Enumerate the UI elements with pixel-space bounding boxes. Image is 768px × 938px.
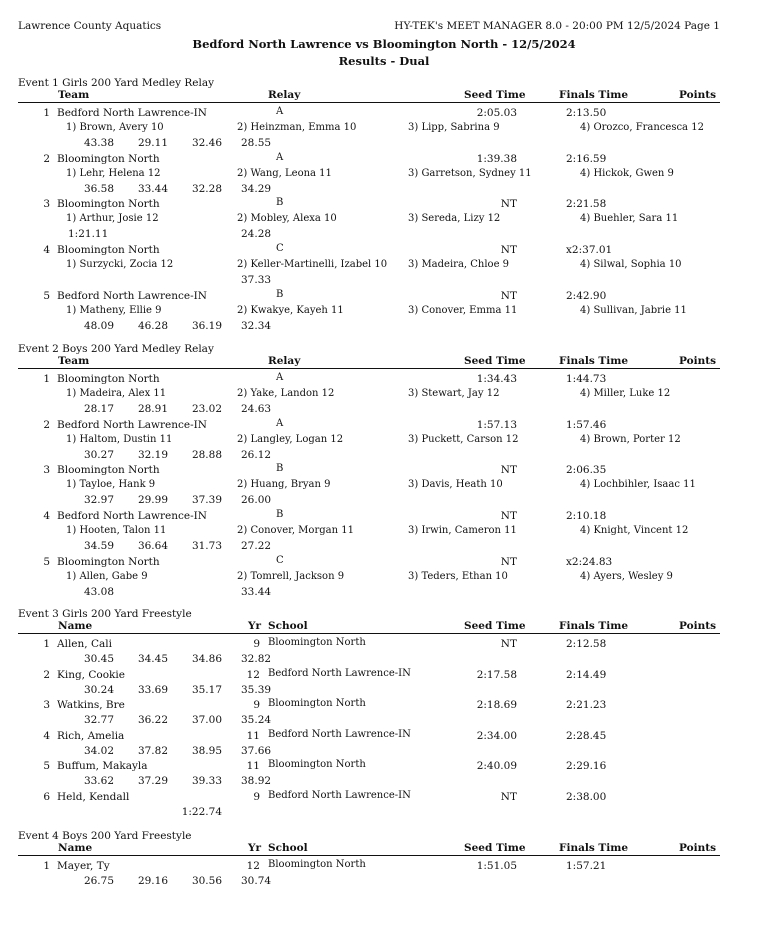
finals-time: 2:28.45	[566, 729, 607, 742]
swimmer-name: King, Cookie	[57, 668, 125, 681]
relay-swimmer: 2) Kwakye, Kayeh 11	[237, 304, 344, 316]
relay-letter: B	[276, 197, 284, 208]
relay-letter: B	[276, 508, 284, 520]
col-points: Points	[679, 89, 717, 101]
relay-swimmer: 4) Silwal, Sophia 10	[580, 258, 682, 270]
relay-swimmer: 4) Buehler, Sara 11	[580, 213, 679, 224]
relay-swimmer: 3) Stewart, Jay 12	[408, 388, 500, 399]
split-time: 35.24	[241, 714, 272, 727]
split-time: 24.28	[241, 228, 272, 240]
split-time: 37.00	[191, 714, 222, 727]
seed-time: 1:57.13	[476, 418, 517, 431]
split-time: 35.17	[191, 683, 222, 696]
place: 1	[43, 373, 50, 385]
split-time: 27.22	[241, 539, 272, 552]
relay-swimmer: 3) Madeira, Chloe 9	[408, 258, 510, 270]
split-time: 32.19	[137, 448, 168, 461]
relay-swimmer: 3) Teders, Ethan 10	[408, 570, 508, 582]
col-team: Team	[58, 355, 90, 367]
split-time: 34.45	[137, 653, 168, 665]
relay-letter: B	[276, 288, 284, 300]
relay-swimmer: 3) Lipp, Sabrina 9	[408, 122, 500, 133]
column-header-0	[18, 89, 720, 103]
seed-time: 1:51.05	[476, 860, 517, 872]
col-school: School	[268, 842, 308, 854]
relay-swimmer: 4) Brown, Porter 12	[580, 433, 681, 445]
relay-swimmer: 1) Brown, Avery 10	[66, 122, 164, 133]
col-yr: Yr	[248, 842, 262, 854]
split-time: 34.02	[83, 744, 114, 757]
split-time: 32.77	[83, 714, 114, 727]
seed-time: NT	[500, 243, 517, 256]
team-name: Bloomington North	[57, 152, 160, 165]
relay-swimmer: 2) Huang, Bryan 9	[237, 479, 331, 490]
col-finals: Finals Time	[559, 620, 629, 632]
seed-time: 2:17.58	[476, 668, 517, 681]
team-name: Bedford North Lawrence-IN	[57, 289, 207, 302]
school: Bedford North Lawrence-IN	[268, 728, 411, 740]
relay-swimmer: 2) Keller-Martinelli, Izabel 10	[237, 258, 388, 270]
seed-time: NT	[500, 289, 517, 302]
relay-swimmer: 2) Yake, Landon 12	[237, 388, 335, 399]
col-seed: Seed Time	[464, 842, 526, 854]
swimmer-name: Rich, Amelia	[57, 729, 125, 742]
seed-time: NT	[500, 791, 517, 803]
seed-time: 2:40.09	[476, 760, 517, 773]
col-team: Team	[58, 89, 90, 101]
col-finals: Finals Time	[559, 355, 629, 367]
place: 2	[43, 418, 50, 431]
school: Bloomington North	[268, 859, 366, 870]
split-time: 37.66	[241, 744, 272, 757]
split-time: 36.19	[191, 319, 222, 332]
school: Bedford North Lawrence-IN	[268, 790, 411, 801]
column-header-2	[18, 620, 720, 634]
finals-time: x2:37.01	[566, 243, 613, 256]
finals-time: x2:24.83	[566, 555, 613, 568]
place: 4	[43, 243, 50, 256]
split-time: 37.39	[191, 494, 222, 506]
finals-time: 2:29.16	[566, 760, 607, 773]
relay-swimmer: 4) Lochbihler, Isaac 11	[580, 479, 696, 490]
place: 5	[43, 555, 50, 568]
team-name: Bloomington North	[57, 373, 160, 385]
col-seed: Seed Time	[464, 89, 526, 101]
finals-time: 2:13.50	[566, 107, 607, 119]
finals-time: 2:21.23	[566, 699, 607, 712]
school: Bloomington North	[268, 637, 366, 648]
col-finals: Finals Time	[559, 842, 629, 854]
seed-time: 2:18.69	[476, 699, 517, 712]
place: 2	[43, 152, 50, 165]
relay-swimmer: 3) Conover, Emma 11	[408, 304, 518, 316]
col-name: Name	[58, 620, 93, 632]
finals-time: 2:14.49	[566, 668, 607, 681]
split-time: 28.17	[83, 403, 114, 415]
relay-swimmer: 4) Miller, Luke 12	[580, 388, 671, 399]
seed-time: 2:34.00	[476, 729, 517, 742]
team-name: Bloomington North	[57, 464, 160, 476]
split-time: 32.28	[191, 182, 222, 195]
year: 12	[246, 860, 260, 872]
split-time: 33.44	[137, 182, 168, 195]
place: 1	[43, 860, 50, 872]
seed-time: 2:05.03	[476, 107, 517, 119]
year: 9	[253, 791, 260, 803]
relay-swimmer: 4) Knight, Vincent 12	[580, 524, 689, 536]
finals-time: 2:21.58	[566, 198, 607, 210]
relay-swimmer: 1) Hooten, Talon 11	[66, 524, 167, 536]
relay-swimmer: 3) Irwin, Cameron 11	[408, 524, 517, 536]
swimmer-name: Mayer, Ty	[57, 860, 110, 872]
split-time: 30.45	[83, 653, 114, 665]
place: 3	[43, 198, 50, 210]
place: 3	[43, 699, 50, 712]
relay-swimmer: 4) Sullivan, Jabrie 11	[580, 304, 687, 316]
place: 2	[43, 668, 50, 681]
year: 12	[246, 668, 260, 681]
relay-letter: B	[276, 463, 284, 474]
finals-time: 2:12.58	[566, 638, 607, 650]
relay-swimmer: 1) Haltom, Dustin 11	[66, 433, 173, 445]
col-relay: Relay	[268, 89, 301, 101]
seed-time: NT	[500, 555, 517, 568]
column-header-3	[18, 842, 720, 856]
split-time: 26.75	[83, 875, 114, 887]
year: 9	[253, 638, 260, 650]
col-points: Points	[679, 355, 717, 367]
split-time: 29.16	[137, 875, 168, 887]
relay-swimmer: 2) Conover, Morgan 11	[237, 524, 354, 536]
seed-time: NT	[500, 638, 517, 650]
place: 4	[43, 509, 50, 522]
col-school: School	[268, 620, 308, 632]
place: 3	[43, 464, 50, 476]
swimmer-name: Watkins, Bre	[57, 699, 125, 712]
team-name: Bloomington North	[57, 555, 160, 568]
split-time: 38.92	[241, 775, 272, 788]
relay-swimmer: 2) Wang, Leona 11	[237, 167, 332, 179]
split-time: 28.55	[241, 137, 272, 149]
meet-title: Bedford North Lawrence vs Bloomington North - 12/5/2024	[192, 37, 576, 51]
col-finals: Finals Time	[559, 89, 629, 101]
place: 4	[43, 729, 50, 742]
split-time: 32.34	[241, 319, 272, 332]
swimmer-name: Buffum, Makayla	[57, 760, 148, 773]
split-time: 34.59	[83, 539, 114, 552]
col-name: Name	[58, 842, 93, 854]
split-time: 33.62	[83, 775, 114, 788]
software-info: HY-TEK's MEET MANAGER 8.0 - 20:00 PM 12/5/2024 Page 1	[394, 20, 720, 32]
split-time: 39.33	[191, 775, 222, 788]
split-time: 38.95	[191, 744, 222, 757]
split-time: 36.58	[83, 182, 114, 195]
relay-swimmer: 3) Sereda, Lizy 12	[408, 213, 501, 224]
school: Bedford North Lawrence-IN	[268, 667, 411, 679]
place: 1	[43, 107, 50, 119]
place: 5	[43, 760, 50, 773]
finals-time: 2:38.00	[566, 791, 607, 803]
split-time: 26.12	[241, 448, 272, 461]
split-time: 34.29	[241, 182, 272, 195]
col-seed: Seed Time	[464, 355, 526, 367]
seed-time: NT	[500, 464, 517, 476]
team-name: Bedford North Lawrence-IN	[57, 418, 207, 431]
team-name: Bedford North Lawrence-IN	[57, 509, 207, 522]
finals-time: 2:16.59	[566, 152, 607, 165]
finals-time: 2:42.90	[566, 289, 607, 302]
relay-swimmer: 3) Garretson, Sydney 11	[408, 167, 532, 179]
event-title: Event 1 Girls 200 Yard Medley Relay	[18, 77, 215, 89]
seed-time: 1:39.38	[476, 152, 517, 165]
split-time: 29.11	[137, 137, 168, 149]
finals-time: 1:57.46	[566, 418, 607, 431]
results-title: Results - Dual	[338, 54, 430, 68]
split-time: 31.73	[191, 539, 222, 552]
seed-time: 1:34.43	[476, 373, 517, 385]
seed-time: NT	[500, 509, 517, 522]
split-time: 36.64	[137, 539, 168, 552]
col-seed: Seed Time	[464, 620, 526, 632]
split-time: 46.28	[137, 319, 168, 332]
split-time: 37.29	[137, 775, 168, 788]
split-time: 26.00	[241, 494, 272, 506]
split-time: 1:21.11	[68, 228, 109, 240]
team-name: Bloomington North	[57, 243, 160, 256]
relay-letter: C	[276, 242, 284, 254]
column-header-1	[18, 355, 720, 369]
year: 11	[246, 729, 260, 742]
split-time: 28.88	[191, 448, 222, 461]
year: 11	[246, 760, 260, 773]
org-name: Lawrence County Aquatics	[18, 20, 162, 32]
split-time: 29.99	[137, 494, 168, 506]
event-title: Event 4 Boys 200 Yard Freestyle	[18, 830, 192, 842]
split-time: 30.74	[241, 875, 272, 887]
finals-time: 1:44.73	[566, 373, 607, 385]
split-time: 23.02	[191, 403, 222, 415]
school: Bloomington North	[268, 698, 366, 710]
split-time: 32.82	[241, 653, 272, 665]
relay-letter: A	[276, 151, 284, 163]
split-time: 1:22.74	[181, 806, 222, 818]
relay-letter: A	[276, 372, 284, 383]
relay-swimmer: 1) Lehr, Helena 12	[66, 167, 161, 179]
col-points: Points	[679, 620, 717, 632]
split-time: 34.86	[191, 653, 222, 665]
relay-swimmer: 4) Orozco, Francesca 12	[580, 122, 704, 133]
split-time: 30.27	[83, 448, 114, 461]
place: 1	[43, 638, 50, 650]
split-time: 43.08	[83, 585, 114, 598]
relay-swimmer: 2) Mobley, Alexa 10	[237, 213, 337, 224]
relay-swimmer: 1) Matheny, Ellie 9	[66, 304, 162, 316]
year: 9	[253, 699, 260, 712]
swimmer-name: Held, Kendall	[57, 791, 130, 803]
split-time: 28.91	[137, 403, 168, 415]
relay-swimmer: 1) Surzycki, Zocia 12	[66, 258, 174, 270]
relay-swimmer: 1) Madeira, Alex 11	[66, 388, 167, 399]
finals-time: 2:10.18	[566, 509, 607, 522]
col-points: Points	[679, 842, 717, 854]
relay-swimmer: 1) Arthur, Josie 12	[66, 213, 159, 224]
school: Bloomington North	[268, 759, 366, 771]
split-time: 36.22	[137, 714, 168, 727]
team-name: Bedford North Lawrence-IN	[57, 107, 207, 119]
split-time: 43.38	[83, 137, 114, 149]
relay-swimmer: 1) Allen, Gabe 9	[66, 570, 148, 582]
relay-swimmer: 4) Ayers, Wesley 9	[580, 570, 673, 582]
relay-swimmer: 4) Hickok, Gwen 9	[580, 167, 674, 179]
swimmer-name: Allen, Cali	[57, 638, 112, 650]
split-time: 33.44	[241, 585, 272, 598]
relay-letter: A	[276, 106, 284, 117]
event-title: Event 3 Girls 200 Yard Freestyle	[18, 608, 192, 620]
event-title: Event 2 Boys 200 Yard Medley Relay	[18, 343, 214, 355]
col-relay: Relay	[268, 355, 301, 367]
finals-time: 1:57.21	[566, 860, 607, 872]
relay-swimmer: 2) Heinzman, Emma 10	[237, 122, 357, 133]
split-time: 35.39	[241, 683, 272, 696]
relay-letter: A	[276, 417, 284, 429]
place: 5	[43, 289, 50, 302]
relay-swimmer: 1) Tayloe, Hank 9	[66, 479, 156, 490]
split-time: 37.33	[241, 273, 272, 286]
team-name: Bloomington North	[57, 198, 160, 210]
split-time: 30.56	[191, 875, 222, 887]
split-time: 30.24	[83, 683, 114, 696]
seed-time: NT	[500, 198, 517, 210]
finals-time: 2:06.35	[566, 464, 607, 476]
relay-swimmer: 3) Davis, Heath 10	[408, 479, 503, 490]
relay-swimmer: 2) Langley, Logan 12	[237, 433, 344, 445]
split-time: 48.09	[83, 319, 114, 332]
split-time: 32.97	[83, 494, 114, 506]
place: 6	[43, 791, 50, 803]
relay-swimmer: 2) Tomrell, Jackson 9	[237, 570, 345, 582]
split-time: 33.69	[137, 683, 168, 696]
split-time: 24.63	[241, 403, 272, 415]
col-yr: Yr	[248, 620, 262, 632]
relay-swimmer: 3) Puckett, Carson 12	[408, 433, 519, 445]
split-time: 37.82	[137, 744, 168, 757]
relay-letter: C	[276, 554, 284, 566]
split-time: 32.46	[191, 137, 222, 149]
